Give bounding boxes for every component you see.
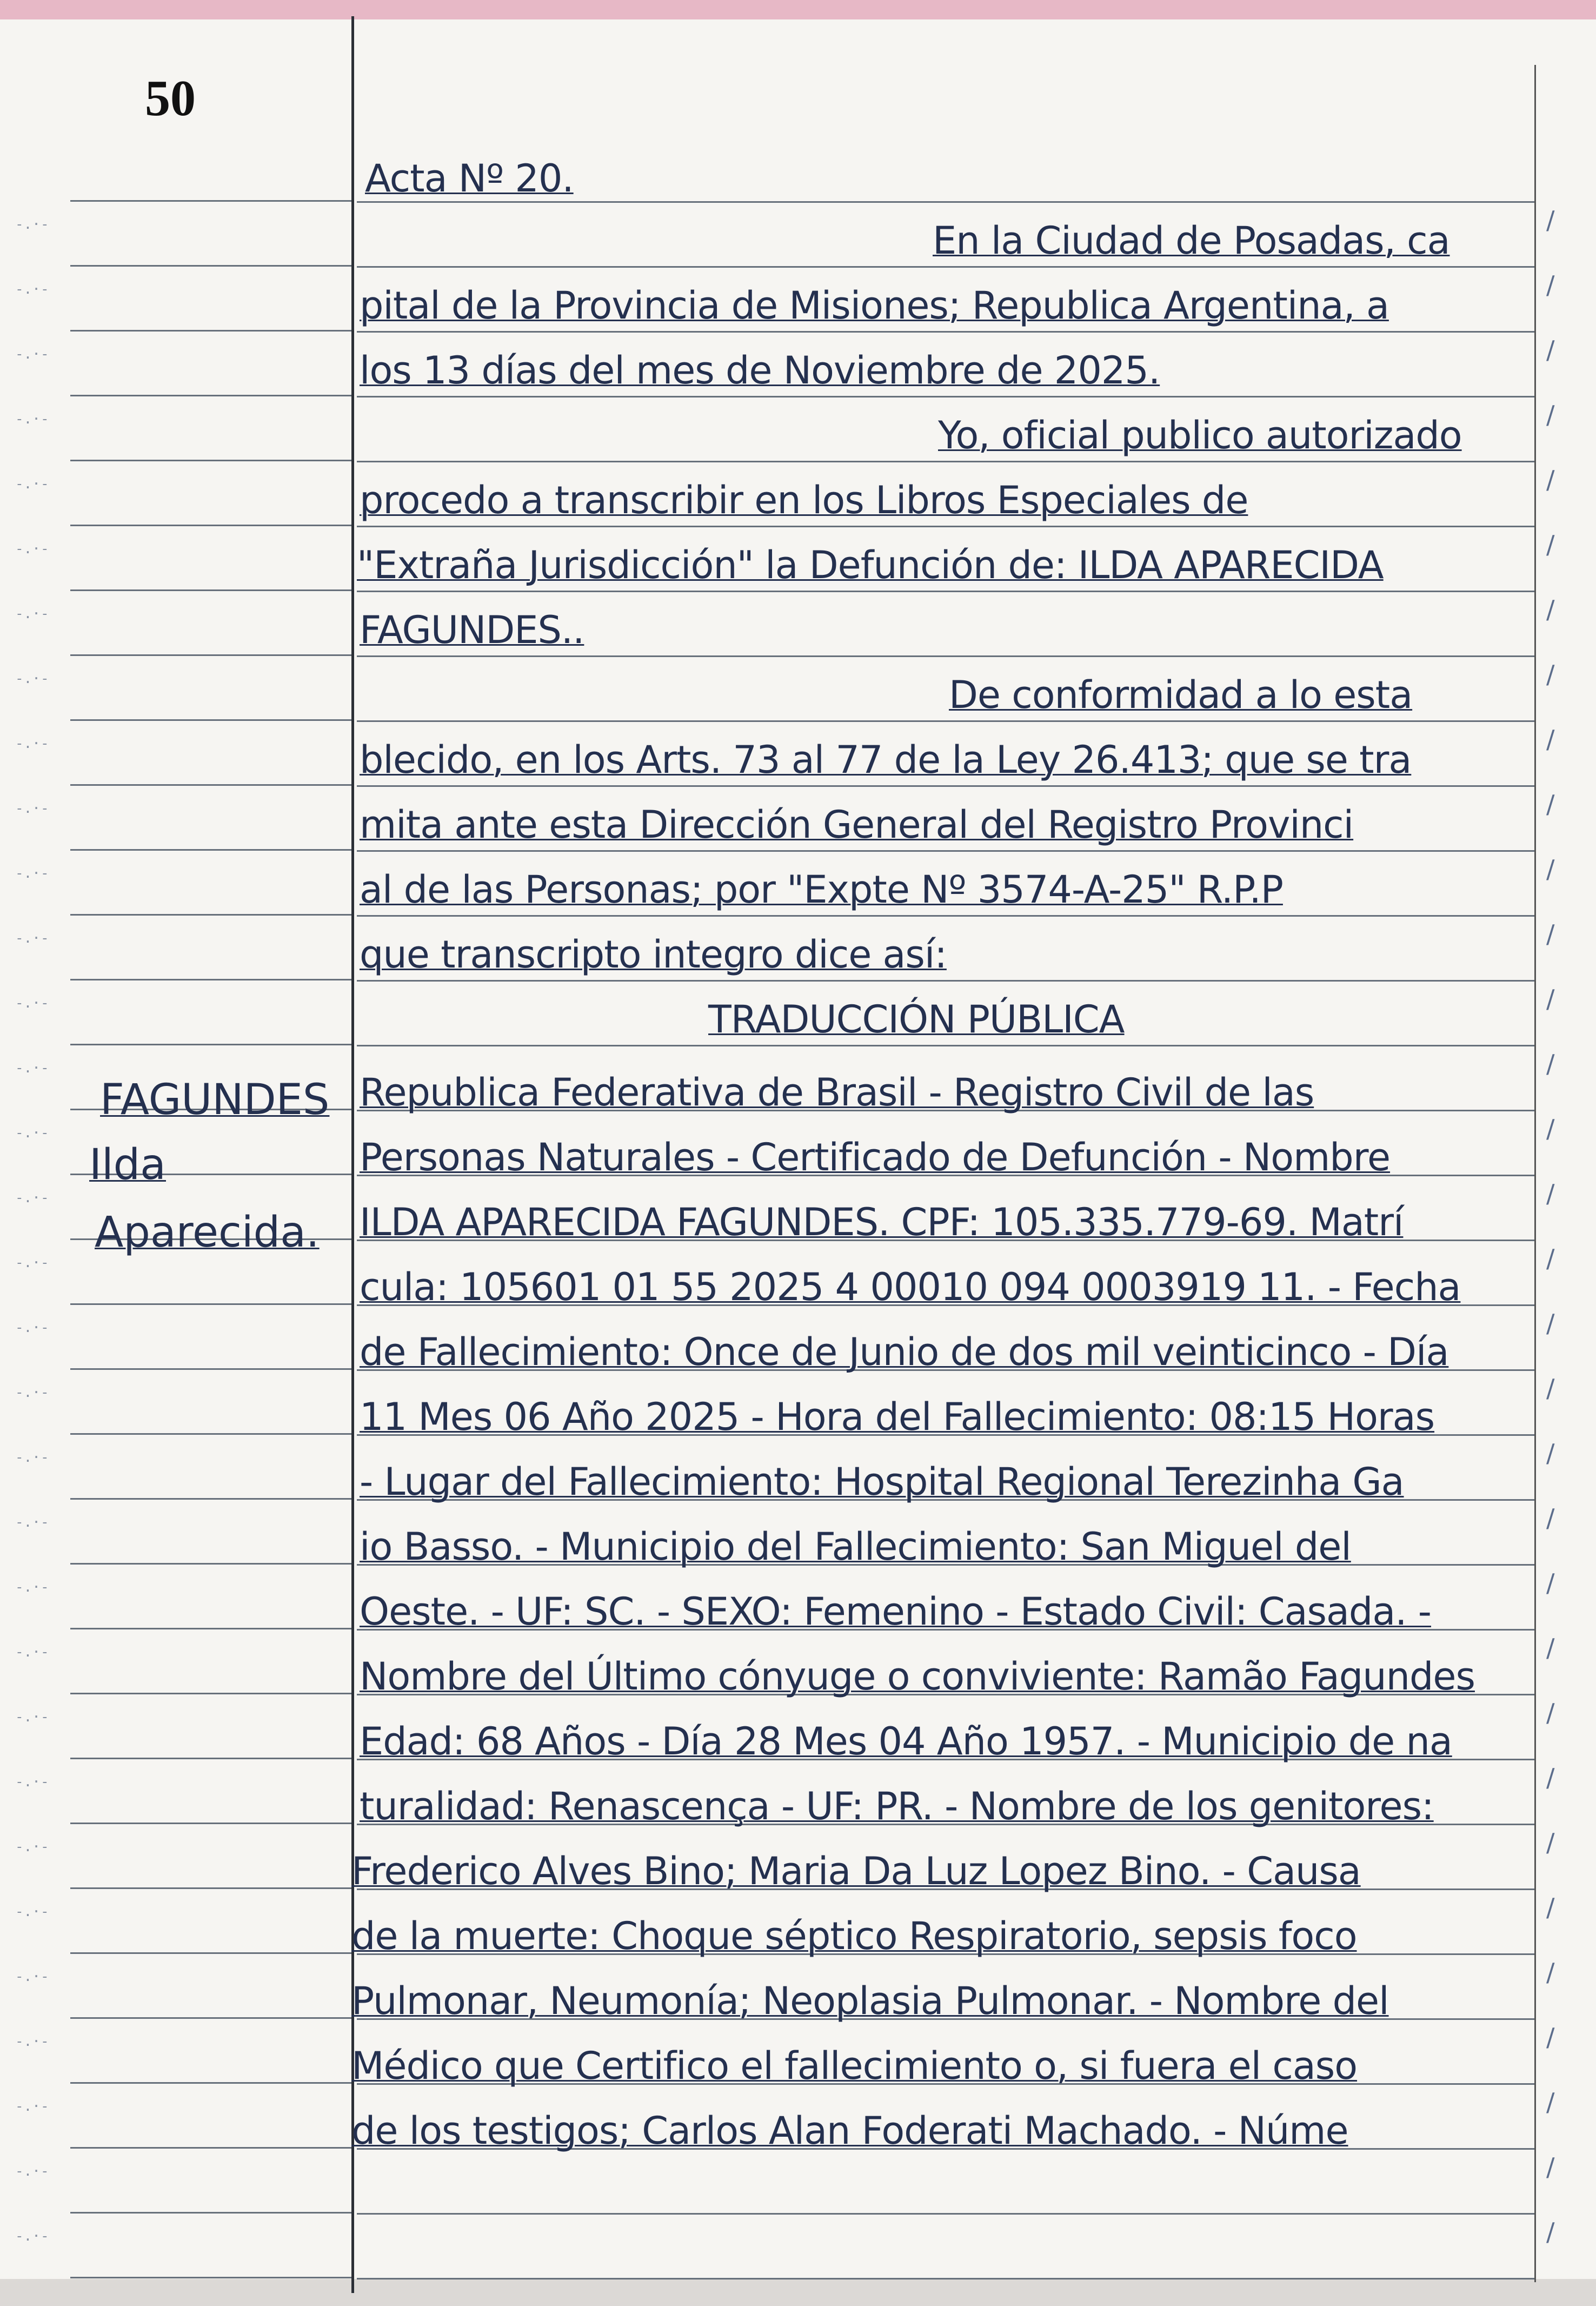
ruled-line-left (70, 1952, 351, 1954)
text-line-26: turalidad: Renascença - UF: PR. - Nombre de los genitores: (360, 1784, 1434, 1828)
pencil-mark-icon: -.·- (15, 281, 49, 297)
ruled-line-left (70, 719, 351, 721)
check-mark-icon: / (1546, 1698, 1555, 1727)
ruled-line-left (70, 525, 351, 526)
check-mark-icon: / (1546, 919, 1555, 949)
ruled-line-left (70, 979, 351, 980)
pencil-mark-icon: -.·- (15, 1839, 49, 1855)
right-edge-line (1534, 65, 1536, 2282)
check-mark-icon: / (1546, 1893, 1555, 1922)
text-line-18: cula: 105601 01 55 2025 4 00010 094 0003919 11. - Fecha (360, 1265, 1461, 1309)
ruled-line-left (70, 200, 351, 202)
text-line-15: Republica Federativa de Brasil - Registro Civil de las (360, 1070, 1314, 1115)
ruled-line-left (70, 1368, 351, 1370)
margin-note-surname: FAGUNDES (100, 1076, 330, 1124)
ruled-line-right (357, 980, 1535, 982)
text-line-5: Yo, oficial publico autorizado (938, 413, 1462, 458)
ruled-line-left (70, 589, 351, 591)
check-mark-icon: / (1546, 1114, 1555, 1143)
ruled-line-right (357, 266, 1535, 268)
check-mark-icon: / (1546, 2217, 1555, 2247)
text-line-24: Nombre del Último cónyuge o conviviente: Ramão Fagundes (360, 1654, 1475, 1699)
text-line-21: - Lugar del Fallecimiento: Hospital Regional Terezinha Ga (360, 1460, 1404, 1504)
pencil-mark-icon: -.·- (15, 606, 49, 622)
page-number: 50 (145, 70, 196, 127)
ruled-line-left (70, 330, 351, 332)
text-line-9: De conformidad a lo esta (949, 673, 1413, 717)
check-mark-icon: / (1546, 854, 1555, 884)
ruled-line-left (70, 1628, 351, 1629)
check-mark-icon: / (1546, 270, 1555, 300)
ruled-line-right (357, 2278, 1535, 2280)
ruled-line-right (357, 2213, 1535, 2215)
ruled-line-right (357, 201, 1535, 203)
check-mark-icon: / (1546, 1179, 1555, 1208)
check-mark-icon: / (1546, 206, 1555, 235)
text-line-10: blecido, en los Arts. 73 al 77 de la Ley 26.413; que se tra (360, 738, 1412, 782)
top-edge (0, 0, 1596, 19)
ruled-line-left (70, 460, 351, 461)
pencil-mark-icon: -.·- (15, 541, 49, 557)
pencil-mark-icon: -.·- (15, 1709, 49, 1725)
text-line-30: Médico que Certifico el fallecimiento o, si fuera el caso (351, 2044, 1358, 2088)
pencil-mark-icon: -.·- (15, 995, 49, 1011)
pencil-mark-icon: -.·- (15, 930, 49, 946)
check-mark-icon: / (1546, 1633, 1555, 1662)
text-line-31: de los testigos; Carlos Alan Foderati Machado. - Núme (351, 2109, 1348, 2153)
ruled-line-left (70, 1758, 351, 1759)
ruled-line-left (70, 2212, 351, 2214)
check-mark-icon: / (1546, 1828, 1555, 1857)
pencil-mark-icon: -.·- (15, 671, 49, 687)
ruled-line-left (70, 1303, 351, 1305)
check-mark-icon: / (1546, 400, 1555, 429)
pencil-mark-icon: -.·- (15, 1190, 49, 1206)
check-mark-icon: / (1546, 2088, 1555, 2117)
text-line-19: de Fallecimiento: Once de Junio de dos mil veinticinco - Día (360, 1330, 1449, 1374)
text-line-20: 11 Mes 06 Año 2025 - Hora del Fallecimiento: 08:15 Horas (360, 1395, 1435, 1439)
pencil-mark-icon: -.·- (15, 1514, 49, 1530)
check-mark-icon: / (1546, 1568, 1555, 1598)
pencil-mark-icon: -.·- (15, 1255, 49, 1271)
pencil-mark-icon: -.·- (15, 1774, 49, 1790)
ruled-line-left (70, 395, 351, 396)
ruled-line-left (70, 1823, 351, 1824)
ruled-line-right (357, 331, 1535, 333)
bottom-edge (0, 2279, 1596, 2306)
check-mark-icon: / (1546, 660, 1555, 689)
pencil-mark-icon: -.·- (15, 1579, 49, 1595)
ruled-line-left (70, 1693, 351, 1694)
ruled-line-right (357, 785, 1535, 787)
pencil-mark-icon: -.·- (15, 1060, 49, 1076)
ruled-line-left (70, 1887, 351, 1889)
ruled-line-right (357, 526, 1535, 527)
check-mark-icon: / (1546, 335, 1555, 365)
ruled-line-left (70, 2017, 351, 2019)
ruled-line-left (70, 849, 351, 851)
ruled-line-right (357, 396, 1535, 397)
ruled-line-right (357, 850, 1535, 852)
margin-note-middle-name: Aparecida. (95, 1208, 320, 1257)
text-line-29: Pulmonar, Neumonía; Neoplasia Pulmonar. - Nombre del (351, 1979, 1389, 2023)
text-line-8: FAGUNDES.. (360, 608, 584, 652)
pencil-mark-icon: -.·- (15, 1320, 49, 1336)
text-line-2: En la Ciudad de Posadas, ca (933, 218, 1450, 263)
ruled-line-left (70, 654, 351, 656)
ruled-line-left (70, 2147, 351, 2149)
pencil-mark-icon: -.·- (15, 346, 49, 362)
check-mark-icon: / (1546, 725, 1555, 754)
ruled-line-right (357, 1045, 1535, 1046)
pencil-mark-icon: -.·- (15, 216, 49, 233)
check-mark-icon: / (1546, 1309, 1555, 1338)
check-mark-icon: / (1546, 1439, 1555, 1468)
check-mark-icon: / (1546, 595, 1555, 624)
pencil-mark-icon: -.·- (15, 2098, 49, 2115)
pencil-mark-icon: -.·- (15, 476, 49, 492)
pencil-mark-icon: -.·- (15, 735, 49, 752)
check-mark-icon: / (1546, 790, 1555, 819)
check-mark-icon: / (1546, 465, 1555, 494)
pencil-mark-icon: -.·- (15, 865, 49, 882)
ruled-line-left (70, 2277, 351, 2278)
text-line-3: pital de la Provincia de Misiones; Republica Argentina, a (360, 283, 1389, 328)
text-line-27: Frederico Alves Bino; Maria Da Luz Lopez Bino. - Causa (351, 1849, 1361, 1893)
text-line-7: "Extraña Jurisdicción" la Defunción de: ILDA APARECIDA (357, 543, 1384, 587)
pencil-mark-icon: -.·- (15, 1644, 49, 1660)
text-line-4: los 13 días del mes de Noviembre de 2025. (360, 348, 1160, 393)
ruled-line-left (70, 1433, 351, 1435)
check-mark-icon: / (1546, 984, 1555, 1013)
check-mark-icon: / (1546, 530, 1555, 559)
ruled-line-left (70, 1044, 351, 1045)
ruled-line-right (357, 915, 1535, 917)
ruled-line-right (357, 720, 1535, 722)
check-mark-icon: / (1546, 2023, 1555, 2052)
ruled-line-right (357, 591, 1535, 592)
text-line-6: procedo a transcribir en los Libros Especiales de (360, 478, 1248, 522)
ruled-line-left (70, 1498, 351, 1500)
text-line-13: que transcripto integro dice así: (360, 932, 947, 977)
text-line-16: Personas Naturales - Certificado de Defunción - Nombre (360, 1135, 1391, 1179)
ruled-line-left (70, 1563, 351, 1565)
ruled-line-right (357, 655, 1535, 657)
check-mark-icon: / (1546, 1763, 1555, 1792)
ruled-line-left (70, 2082, 351, 2084)
ruled-line-left (70, 914, 351, 916)
pencil-mark-icon: -.·- (15, 800, 49, 817)
ruled-line-left (70, 784, 351, 786)
check-mark-icon: / (1546, 1503, 1555, 1533)
text-line-12: al de las Personas; por "Expte Nº 3574-A-25" R.P.P (360, 867, 1283, 912)
pencil-mark-icon: -.·- (15, 1384, 49, 1401)
ruled-line-left (70, 265, 351, 267)
pencil-mark-icon: -.·- (15, 1904, 49, 1920)
text-line-25: Edad: 68 Años - Día 28 Mes 04 Año 1957. - Municipio de na (360, 1719, 1452, 1764)
check-mark-icon: / (1546, 1374, 1555, 1403)
pencil-mark-icon: -.·- (15, 1969, 49, 1985)
pencil-mark-icon: -.·- (15, 1125, 49, 1141)
section-title: TRADUCCIÓN PÚBLICA (708, 997, 1125, 1042)
check-mark-icon: / (1546, 1049, 1555, 1078)
pencil-mark-icon: -.·- (15, 2033, 49, 2050)
pencil-mark-icon: -.·- (15, 1449, 49, 1466)
ruled-line-right (357, 461, 1535, 462)
text-line-28: de la muerte: Choque séptico Respiratorio, sepsis foco (351, 1914, 1357, 1958)
text-line-17: ILDA APARECIDA FAGUNDES. CPF: 105.335.779-69. Matrí (360, 1200, 1404, 1244)
pencil-mark-icon: -.·- (15, 411, 49, 427)
check-mark-icon: / (1546, 2152, 1555, 2182)
pencil-mark-icon: -.·- (15, 2228, 49, 2244)
check-mark-icon: / (1546, 1244, 1555, 1273)
pencil-mark-icon: -.·- (15, 2163, 49, 2179)
text-line-23: Oeste. - UF: SC. - SEXO: Femenino - Estado Civil: Casada. - (360, 1589, 1432, 1634)
text-line-11: mita ante esta Dirección General del Registro Provinci (360, 803, 1354, 847)
text-line-22: io Basso. - Municipio del Fallecimiento: San Miguel del (360, 1525, 1351, 1569)
act-number: Acta Nº 20. (365, 156, 574, 201)
margin-note-first-name: Ilda (89, 1141, 166, 1189)
check-mark-icon: / (1546, 1958, 1555, 1987)
